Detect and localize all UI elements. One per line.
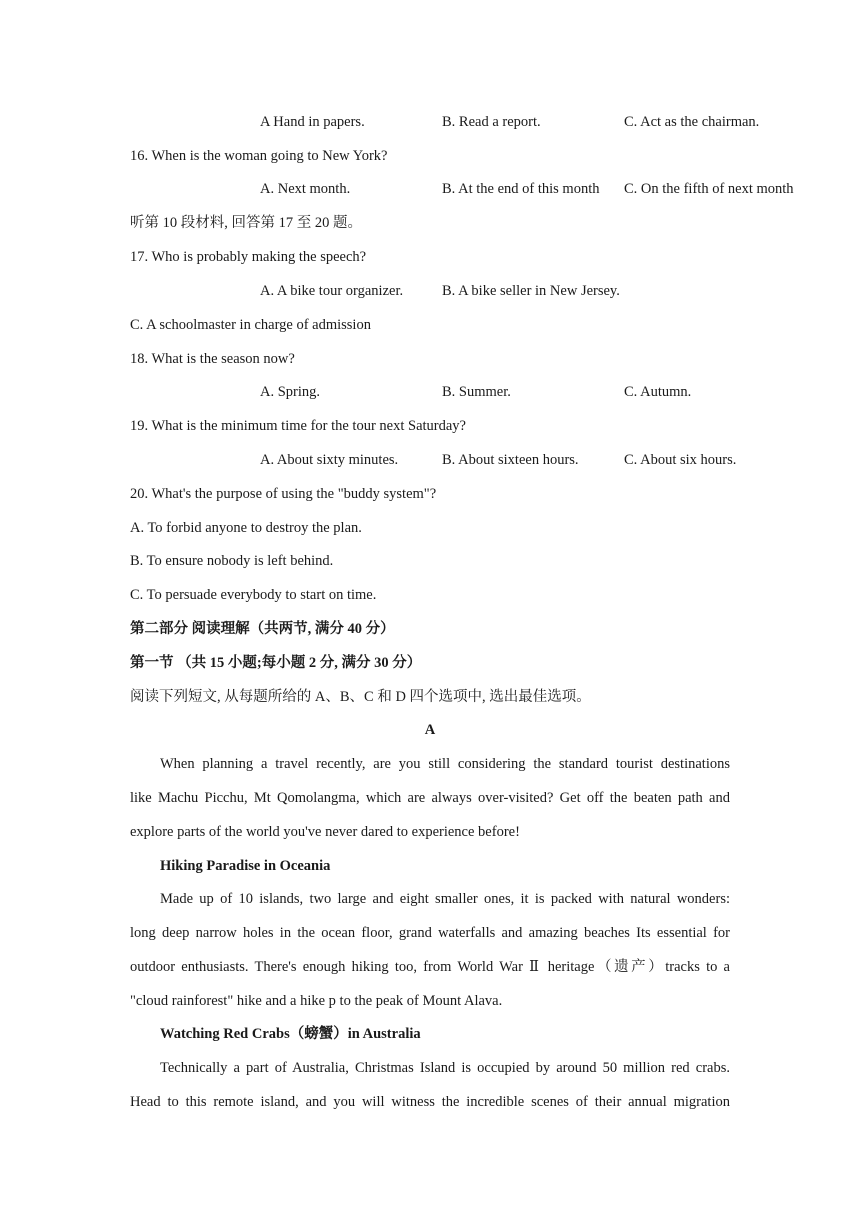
section10-instruction: 听第 10 段材料, 回答第 17 至 20 题。	[130, 215, 362, 231]
oceania-line-4: "cloud rainforest" hike and a hike p to the peak of Mount Alava.	[130, 993, 503, 1009]
oceania-line-2: long deep narrow holes in the ocean floor, grand waterfalls and amazing beaches Its essential for	[130, 925, 730, 941]
q18-option-c: C. Autumn.	[624, 384, 692, 400]
q17-question: 17. Who is probably making the speech?	[130, 249, 367, 265]
intro-line-2: like Machu Picchu, Mt Qomolangma, which are always over-visited? Get off the beaten path and	[130, 790, 730, 806]
q19-option-b: B. About sixteen hours.	[442, 452, 579, 468]
part2-heading: 第二部分 阅读理解（共两节, 满分 40 分）	[130, 621, 395, 637]
q16-question: 16. When is the woman going to New York?	[130, 148, 388, 164]
crabs-line-1: Technically a part of Australia, Christmas Island is occupied by around 50 million red crabs.	[160, 1060, 730, 1076]
heading-oceania: Hiking Paradise in Oceania	[160, 858, 331, 874]
q17-option-b: B. A bike seller in New Jersey.	[442, 283, 620, 299]
q16-option-a: A. Next month.	[260, 181, 351, 197]
section1-heading: 第一节 （共 15 小题;每小题 2 分, 满分 30 分）	[130, 655, 422, 671]
q15-option-b: B. Read a report.	[442, 114, 541, 130]
q20-option-b: B. To ensure nobody is left behind.	[130, 553, 334, 569]
q19-option-c: C. About six hours.	[624, 452, 737, 468]
q20-option-a: A. To forbid anyone to destroy the plan.	[130, 520, 362, 536]
intro-line-1: When planning a travel recently, are you still considering the standard tourist destinations	[160, 756, 730, 772]
q16-option-b: B. At the end of this month	[442, 181, 600, 197]
q16-option-c: C. On the fifth of next month	[624, 181, 794, 197]
q15-option-c: C. Act as the chairman.	[624, 114, 760, 130]
q19-option-a: A. About sixty minutes.	[260, 452, 399, 468]
q20-option-c: C. To persuade everybody to start on time.	[130, 587, 377, 603]
oceania-line-1: Made up of 10 islands, two large and eight smaller ones, it is packed with natural wonders:	[160, 891, 730, 907]
heading-crabs: Watching Red Crabs（螃蟹）in Australia	[160, 1026, 421, 1042]
reading-instruction: 阅读下列短文, 从每题所给的 A、B、C 和 D 四个选项中, 选出最佳选项。	[130, 689, 591, 705]
q20-question: 20. What's the purpose of using the "buddy system"?	[130, 486, 437, 502]
crabs-line-2: Head to this remote island, and you will witness the incredible scenes of their annual migration	[130, 1094, 730, 1110]
intro-line-3: explore parts of the world you've never dared to experience before!	[130, 824, 520, 840]
q18-option-a: A. Spring.	[260, 384, 321, 400]
q18-question: 18. What is the season now?	[130, 351, 295, 367]
q17-option-a: A. A bike tour organizer.	[260, 283, 404, 299]
passage-label: A	[424, 722, 436, 738]
oceania-line-3: outdoor enthusiasts. There's enough hiking too, from World War Ⅱ heritage（遗产）tracks to a	[130, 959, 730, 975]
q19-question: 19. What is the minimum time for the tour next Saturday?	[130, 418, 466, 434]
q17-option-c: C. A schoolmaster in charge of admission	[130, 317, 371, 333]
q18-option-b: B. Summer.	[442, 384, 511, 400]
q15-option-a: A Hand in papers.	[260, 114, 365, 130]
